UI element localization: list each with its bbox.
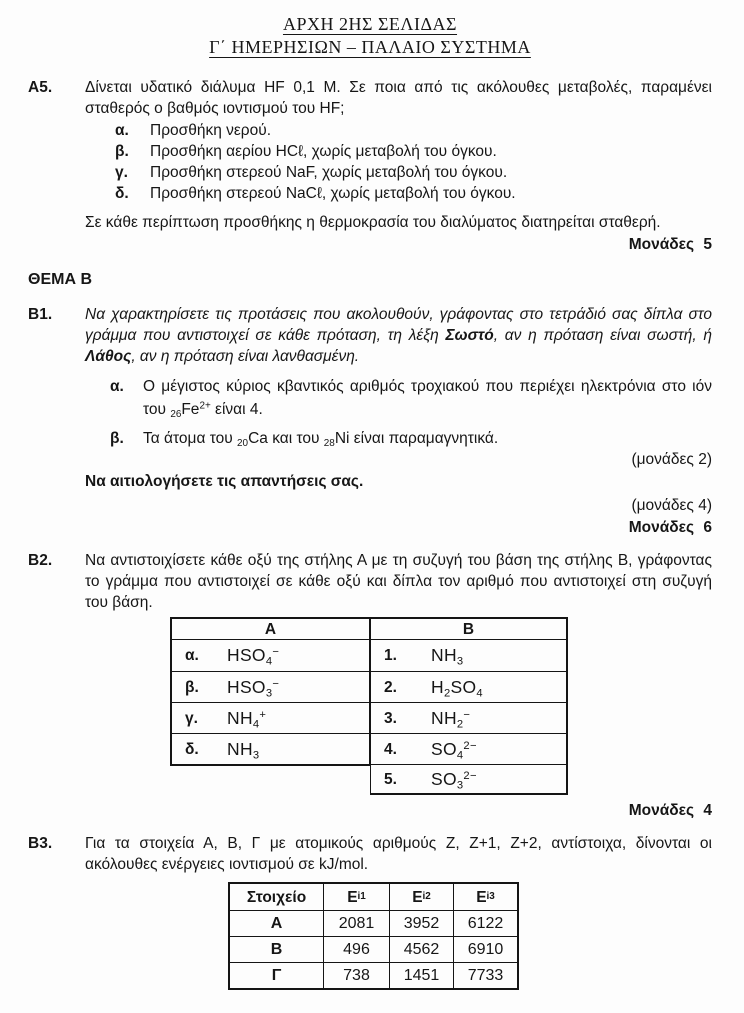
option-text: Προσθήκη νερού. — [150, 122, 271, 139]
energy-value: 2081 — [323, 910, 389, 936]
option-row — [85, 183, 712, 204]
energy-value: 1451 — [389, 962, 453, 988]
base-formula: $SO_4^{2-}$ — [431, 738, 477, 761]
statement-a — [85, 375, 712, 421]
option-letter: β. — [115, 143, 129, 160]
statement-text-part: είναι παραμαγνητικά. — [349, 430, 499, 447]
matching-table-column-a — [170, 617, 370, 766]
energy-value: 496 — [323, 936, 389, 962]
question-b3-text: Για τα στοιχεία Α, Β, Γ με ατομικούς αριθμούς Ζ, Ζ+1, Ζ+2, αντίστοιχα, δίνονται οι ακόλουθες ενέργειες ιοντισμού σε kJ/mol. — [85, 835, 712, 873]
base-formula: $H_2SO_4$ — [431, 676, 483, 699]
question-a5-label: Α5. — [28, 79, 53, 96]
question-b1 — [28, 304, 712, 538]
sub-points-4: (μονάδες 4) — [631, 497, 712, 514]
option-text: Προσθήκη στερεού NaF, χωρίς μεταβολή του όγκου. — [150, 164, 508, 181]
energy-value: 4562 — [389, 936, 453, 962]
row-key: δ. — [185, 740, 199, 758]
table-row — [371, 733, 566, 764]
table-row — [172, 671, 369, 702]
column-header-ei1: E i1 — [323, 884, 389, 910]
row-key: 5. — [384, 770, 397, 788]
row-key: 2. — [384, 678, 397, 696]
acid-formula: $HSO_3^-$ — [227, 676, 280, 699]
question-a5-options — [85, 120, 712, 204]
acid-formula: $HSO_4^-$ — [227, 645, 280, 668]
sub-points-2: (μονάδες 2) — [631, 451, 712, 468]
question-b3-body — [85, 833, 712, 990]
intro-bold-lathos: Λάθος — [85, 348, 132, 365]
element-name: Α — [230, 910, 323, 936]
table-row — [371, 640, 566, 671]
column-header-ei3: E i3 — [453, 884, 517, 910]
table-row — [172, 733, 369, 764]
statement-text-part: και του — [267, 430, 324, 447]
row-key: 3. — [384, 709, 397, 727]
statement-letter: β. — [110, 430, 124, 447]
energy-value: 7733 — [453, 962, 517, 988]
energy-value: 6122 — [453, 910, 517, 936]
statement-b — [85, 427, 712, 450]
nickel-atom-formula: $_{28}$Ni — [323, 430, 350, 449]
ionization-table-wrap — [228, 882, 712, 990]
points-b1: Μονάδες 6 — [628, 519, 712, 536]
base-formula: $SO_3^{2-}$ — [431, 768, 477, 791]
acid-formula: $NH_3$ — [227, 738, 260, 761]
page-header — [28, 13, 712, 59]
matching-table — [170, 617, 712, 795]
energy-value: 3952 — [389, 910, 453, 936]
statement-text-part: Τα άτομα του — [143, 430, 238, 447]
calcium-atom-formula: $_{20}$Ca — [237, 430, 268, 449]
row-key: γ. — [185, 709, 198, 727]
statement-text — [143, 427, 712, 450]
question-b1-label: Β1. — [28, 306, 53, 323]
column-header-ei2: E i2 — [389, 884, 453, 910]
option-letter: γ. — [115, 164, 128, 181]
option-text: Προσθήκη στερεού NaCℓ, χωρίς μεταβολή του όγκου. — [150, 185, 516, 202]
row-key: 1. — [384, 647, 397, 664]
question-b1-body — [85, 304, 712, 538]
intro-text: , αν η πρόταση είναι σωστή, ή — [493, 327, 712, 344]
base-formula: $NH_2^-$ — [431, 707, 471, 730]
column-header-element: Στοιχείο — [246, 888, 307, 906]
element-name: Β — [230, 936, 323, 962]
matching-table-column-b — [370, 617, 568, 795]
points-a5: Μονάδες 5 — [628, 236, 712, 253]
table-row — [371, 764, 566, 793]
option-row — [85, 141, 712, 162]
table-row — [371, 702, 566, 733]
table-row — [172, 702, 369, 733]
column-b-header: Β — [371, 619, 566, 640]
statement-letter: α. — [110, 378, 124, 395]
base-formula: $NH_3$ — [431, 645, 464, 668]
option-row — [85, 162, 712, 183]
row-key: β. — [185, 678, 199, 696]
question-b2-text: Να αντιστοιχίσετε κάθε οξύ της στήλης Α με τη συζυγή του βάση της στήλης Β, γράφοντας το γράμμα που αντιστοιχεί σε κάθε οξύ και δίπλα τον αριθμό που αντιστοιχεί στη συζυγή του βάση. — [85, 552, 712, 611]
question-b3-label: Β3. — [28, 835, 53, 852]
page-header-line2: Γ΄ ΗΜΕΡΗΣΙΩΝ – ΠΑΛΑΙΟ ΣΥΣΤΗΜΑ — [209, 37, 531, 57]
page-header-line1: ΑΡΧΗ 2ΗΣ ΣΕΛΙΔΑΣ — [282, 14, 458, 34]
row-key: α. — [185, 647, 199, 664]
question-b3 — [28, 833, 712, 990]
column-a-header: Α — [172, 619, 369, 640]
question-a5-text: Δίνεται υδατικό διάλυμα HF 0,1 M. Σε ποια από τις ακόλουθες μεταβολές, παραμένει σταθερός ο βαθμός ιοντισμού του HF; — [85, 79, 712, 117]
ionization-table — [228, 882, 519, 990]
theme-b-heading: ΘΕΜΑ Β — [28, 271, 92, 288]
question-a5-note: Σε κάθε περίπτωση προσθήκης η θερμοκρασία του διαλύματος διατηρείται σταθερή. — [85, 214, 661, 231]
question-b2-label: Β2. — [28, 552, 53, 569]
statement-text — [143, 375, 712, 421]
option-letter: α. — [115, 122, 129, 139]
iron-ion-formula: $_{26}Fe^{2+}$ — [170, 400, 211, 420]
statement-text-part: είναι 4. — [210, 401, 263, 418]
row-key: 4. — [384, 740, 397, 758]
energy-value: 738 — [323, 962, 389, 988]
table-row — [172, 640, 369, 671]
element-name: Γ — [230, 962, 323, 988]
question-b1-intro — [85, 304, 712, 367]
option-row — [85, 120, 712, 141]
intro-bold-sosto: Σωστό — [445, 327, 494, 344]
question-b2-body — [85, 550, 712, 821]
intro-text: , αν η πρόταση είναι λανθασμένη. — [131, 348, 360, 365]
question-b2 — [28, 550, 712, 821]
question-a5 — [28, 77, 712, 255]
acid-formula: $NH_4^+$ — [227, 707, 267, 730]
justify-instruction: Να αιτιολογήσετε τις απαντήσεις σας. — [85, 473, 364, 490]
statement-text-part: Ο μέγιστος κύριος κβαντικός αριθμός τροχιακού που περιέχει ηλεκτρόνια στο ιόν του — [143, 378, 712, 418]
points-b2: Μονάδες 4 — [628, 802, 712, 819]
option-text: Προσθήκη αερίου HCℓ, χωρίς μεταβολή του όγκου. — [150, 143, 497, 160]
option-letter: δ. — [115, 185, 129, 202]
question-a5-body — [85, 77, 712, 255]
intro-text: Να χαρακτηρίσετε τις προτάσεις που ακολουθούν, γράφοντας στο τετράδιό σας δίπλα στο γράμμα που αντιστοιχεί σε κάθε πρόταση, τη λέξη — [85, 306, 712, 344]
table-row — [371, 671, 566, 702]
energy-value: 6910 — [453, 936, 517, 962]
